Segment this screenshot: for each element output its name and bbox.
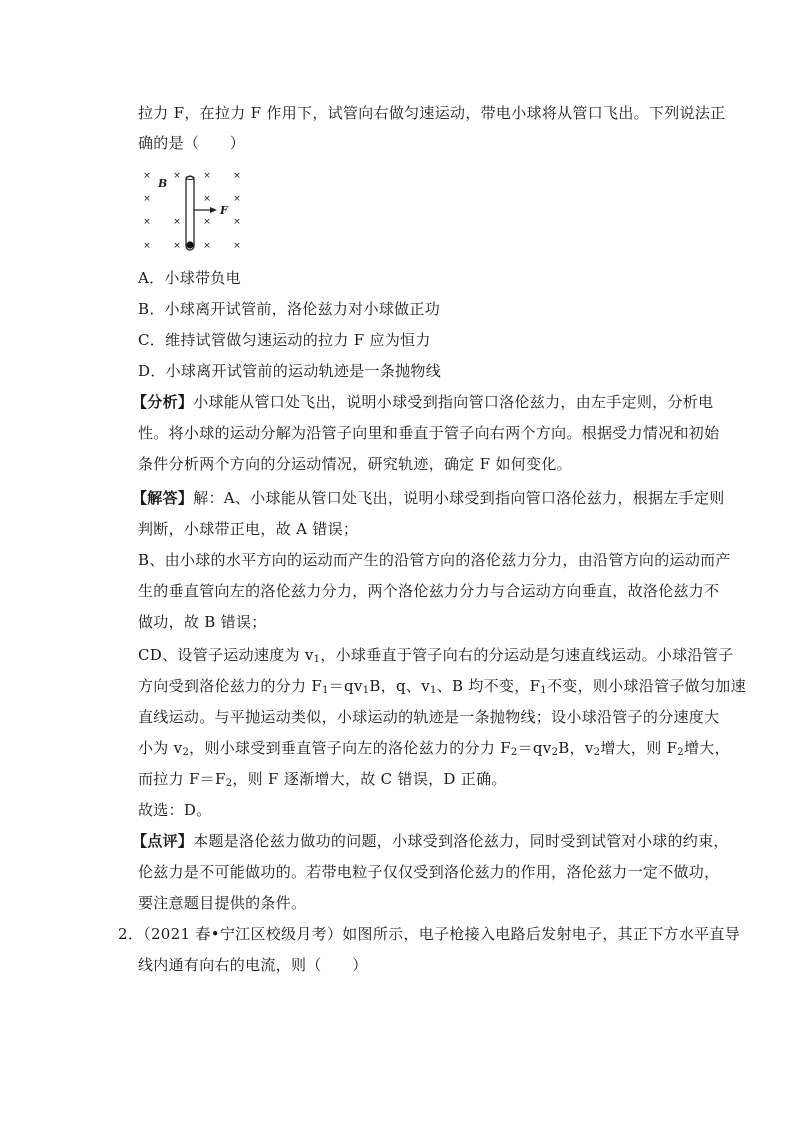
field-cross-marker: × — [233, 217, 241, 227]
field-cross-marker: × — [143, 171, 151, 181]
analysis-line-2: 性。将小球的运动分解为沿管子向里和垂直于管子向右两个方向。根据受力情况和初始 — [138, 424, 720, 442]
field-cross-marker: × — [173, 217, 181, 227]
magnetic-field-label: B — [158, 177, 168, 190]
analysis-line-3: 条件分析两个方向的分运动情况，研究轨迹，确定 F 如何变化。 — [138, 455, 572, 473]
question-stem-line-2: 确的是（ ） — [138, 134, 246, 152]
question-2-stem: （2021 春•宁江区校级月考）如图所示，电子枪接入电路后发射电子，其正下方水平直导 — [143, 925, 741, 943]
field-cross-marker: × — [233, 171, 241, 181]
solution-line-8: 直线运动。与平抛运动类似，小球运动的轨迹是一条抛物线；设小球沿管子的分速度大 — [138, 708, 720, 726]
force-arrow-head — [210, 207, 217, 213]
solution-line-6: CD、设管子运动速度为 $v_1$，小球垂直于管子向右的分运动是匀速直线运动。小球沿管子 — [138, 646, 734, 665]
test-tube — [186, 176, 194, 250]
solution-line-1 — [132, 488, 725, 508]
field-cross-marker: × — [233, 194, 241, 204]
comment-line-2: 伦兹力是不可能做功的。若带电粒子仅仅受到洛伦兹力的作用，洛伦兹力一定不做功， — [138, 863, 720, 881]
solution-line-3: B、由小球的水平方向的运动而产生的沿管方向的洛伦兹力分力，由沿管方向的运动而产 — [138, 551, 731, 569]
field-cross-marker: × — [143, 217, 151, 227]
magnetic-field-tube-figure — [137, 166, 247, 256]
analysis-tag: 【分析】 — [132, 393, 194, 411]
field-cross-marker: × — [143, 241, 151, 251]
question-stem-line-1: 拉力 F，在拉力 F 作用下，试管向右做匀速运动，带电小球将从管口飞出。下列说法正 — [138, 104, 726, 122]
field-cross-marker: × — [203, 171, 211, 181]
field-cross-marker: × — [173, 171, 181, 181]
comment-line-1 — [132, 831, 729, 851]
question-2-line-2: 线内通有向右的电流，则（ ） — [138, 956, 368, 974]
solution-line-7: 方向受到洛伦兹力的分力 $F_1=qv_1B$，q、$v_1$、B 均不变，$F_1$不变，则小球沿管子做匀加速 — [138, 677, 746, 696]
solution-line-2: 判断，小球带正电，故 A 错误； — [138, 520, 359, 538]
solution-text: 解：A、小球能从管口处飞出，说明小球受到指向管口洛伦兹力，根据左手定则 — [193, 489, 725, 507]
analysis-text: 小球能从管口处飞出，说明小球受到指向管口洛伦兹力，由左手定则，分析电 — [193, 393, 714, 411]
field-cross-marker: × — [233, 241, 241, 251]
field-cross-marker: × — [143, 194, 151, 204]
solution-line-10: 而拉力 $F=F_2$，则 F 逐渐增大，故 C 错误，D 正确。 — [138, 770, 507, 789]
charged-ball — [186, 241, 193, 248]
analysis-line-1 — [132, 392, 713, 412]
force-label: F — [220, 204, 228, 217]
option-a: A．小球带负电 — [138, 269, 241, 287]
solution-line-9: 小为 $v_2$，则小球受到垂直管子向左的洛伦兹力的分力 $F_2=qv_2B$，$v_2$增大，则 $F_2$增大， — [138, 739, 730, 758]
comment-tag: 【点评】 — [132, 832, 194, 850]
field-cross-marker: × — [173, 241, 181, 251]
question-2-line-1 — [118, 924, 740, 944]
solution-line-5: 做功，故 B 错误； — [138, 613, 267, 631]
comment-line-3: 要注意题目提供的条件。 — [138, 894, 307, 912]
option-c: C．维持试管做匀速运动的拉力 F 应为恒力 — [138, 331, 431, 349]
field-cross-marker: × — [203, 241, 211, 251]
field-cross-marker: × — [203, 217, 211, 227]
answer-line: 故选：D。 — [138, 801, 212, 819]
solution-line-4: 生的垂直管向左的洛伦兹力分力，两个洛伦兹力分力与合运动方向垂直，故洛伦兹力不 — [138, 582, 720, 600]
solution-tag: 【解答】 — [132, 489, 194, 507]
field-cross-marker: × — [203, 194, 211, 204]
option-b: B．小球离开试管前，洛伦兹力对小球做正功 — [138, 300, 441, 318]
comment-text: 本题是洛伦兹力做功的问题，小球受到洛伦兹力，同时受到试管对小球的约束， — [193, 832, 729, 850]
question-2-number: 2． — [118, 925, 144, 943]
option-d: D．小球离开试管前的运动轨迹是一条抛物线 — [138, 362, 442, 380]
